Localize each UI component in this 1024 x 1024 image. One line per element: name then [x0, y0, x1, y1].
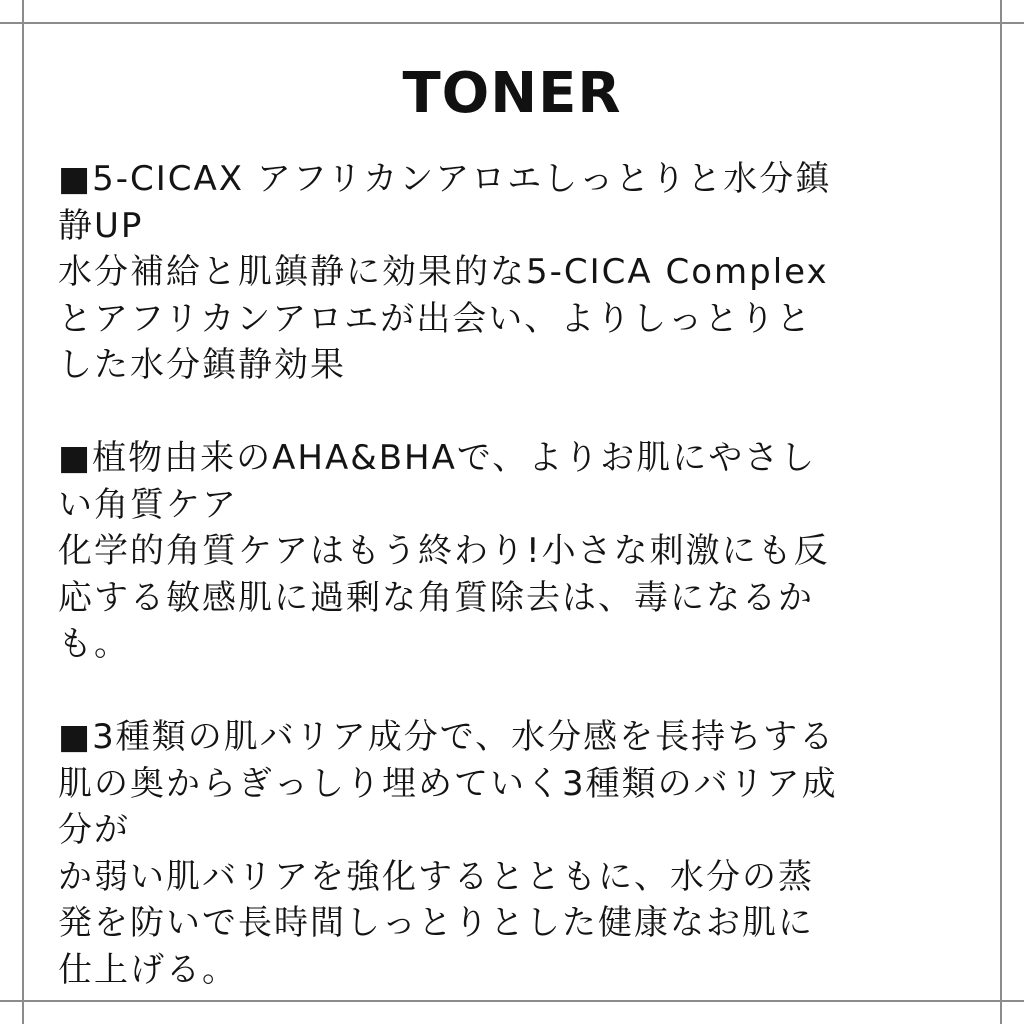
section-heading-line: 肌の奥からぎっしり埋めていく3種類のバリア成 [58, 763, 838, 804]
section-heading-line: ■5-CICAX アフリカンアロエしっとりと水分鎮 [58, 159, 832, 199]
page-title: TONER [402, 61, 622, 126]
frame-line-bottom [0, 1000, 1024, 1002]
section-heading-line: い角質ケア [58, 484, 238, 525]
section-heading-line: ■3種類の肌バリア成分で、水分感を長持ちする [58, 717, 836, 757]
frame-line-right [1000, 0, 1002, 1024]
section-body-line: 仕上げる。 [58, 949, 238, 990]
section-body-line: 水分補給と肌鎮静に効果的な5-CICA Complex [58, 252, 829, 292]
section-heading-line: 分が [58, 810, 130, 850]
frame-line-left [22, 0, 24, 1024]
section-body-line: 化学的角質ケアはもう終わり!小さな刺激にも反 [58, 531, 830, 571]
section-body-line: した水分鎮静効果 [58, 345, 346, 385]
section-1 [58, 156, 958, 389]
section-heading-line: 静UP [58, 205, 144, 246]
section-3 [58, 714, 958, 993]
frame-line-top [0, 22, 1024, 24]
section-heading-line: ■植物由来のAHA&BHAで、よりお肌にやさし [58, 438, 817, 478]
content-body [58, 156, 958, 993]
section-body-line: か弱い肌バリアを強化するとともに、水分の蒸 [58, 856, 814, 897]
section-body-line: とアフリカンアロエが出会い、よりしっとりと [58, 298, 813, 339]
section-body-line: も。 [58, 624, 130, 664]
section-body-line: 応する敏感肌に過剰な角質除去は、毒になるか [58, 577, 814, 618]
section-body-line: 発を防いで長時間しっとりとした健康なお肌に [58, 903, 814, 943]
section-2 [58, 435, 958, 668]
